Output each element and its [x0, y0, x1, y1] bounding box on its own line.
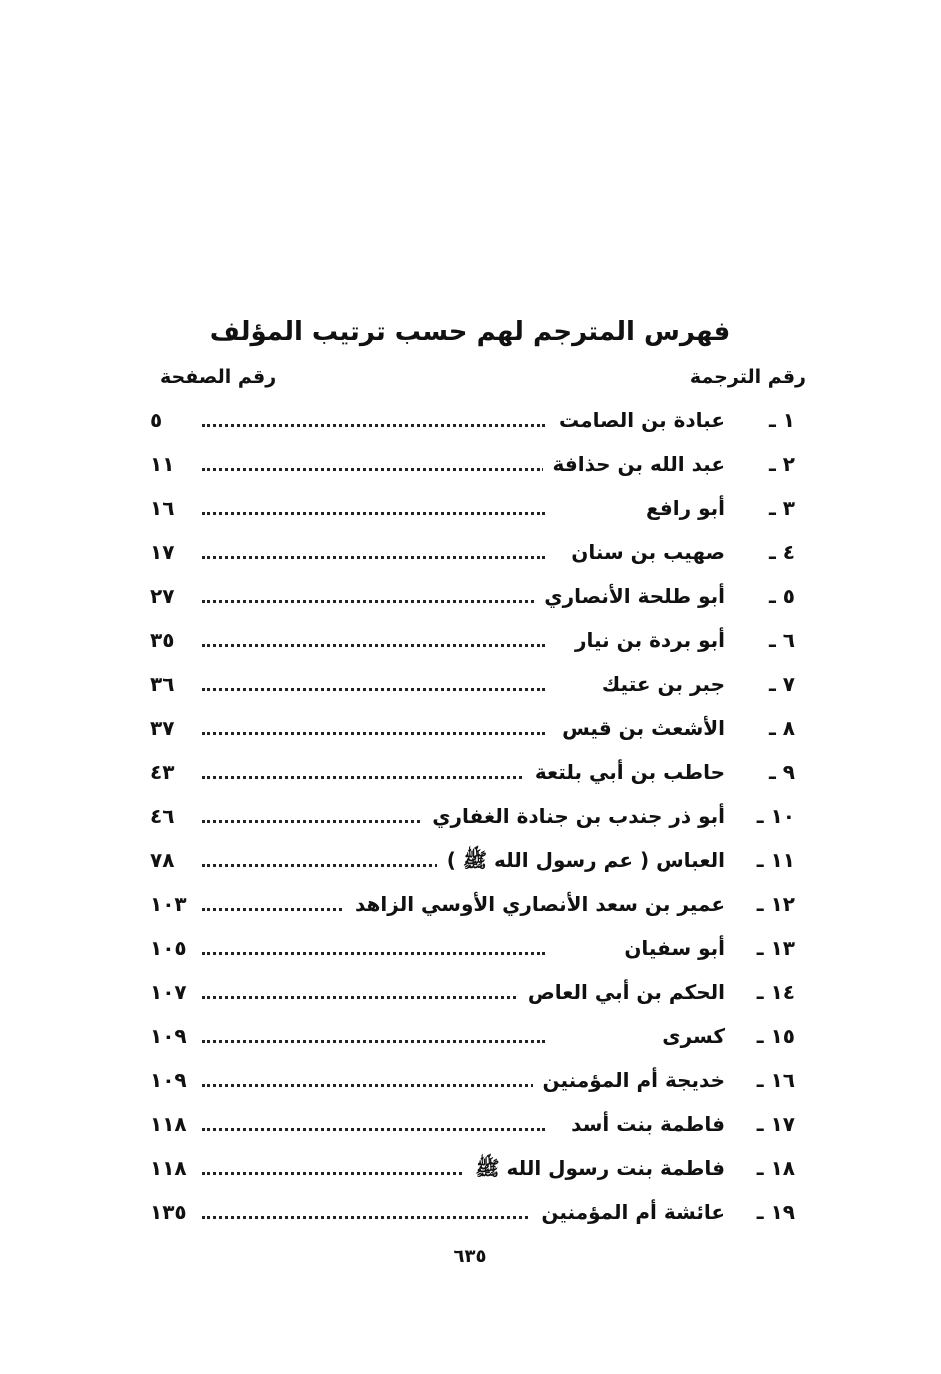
entry-number: ١٣ ـ — [756, 936, 795, 960]
dot-leader — [202, 556, 545, 559]
entry-number: ١٨ ـ — [756, 1156, 795, 1180]
entry-number: ٥ ـ — [768, 584, 795, 608]
entry-page: ١١ — [150, 452, 175, 476]
index-entry — [150, 970, 795, 1014]
index-entry — [150, 1146, 795, 1190]
entry-name: الحكم بن أبي العاص — [518, 970, 725, 1014]
entry-number: ١٢ ـ — [756, 892, 795, 916]
translation-number-header: رقم الترجمة — [689, 366, 806, 388]
dot-leader — [202, 688, 545, 691]
index-entry — [150, 1058, 795, 1102]
entry-number: ١٥ ـ — [756, 1024, 795, 1048]
dot-leader — [202, 644, 545, 647]
index-entry — [150, 706, 795, 750]
index-entry — [150, 442, 795, 486]
dot-leader — [202, 996, 545, 999]
entry-page: ٣٥ — [150, 628, 175, 652]
entry-page: ٣٧ — [150, 716, 175, 740]
dot-leader — [202, 468, 545, 471]
entry-name: العباس ( عم رسول الله ﷺ ) — [437, 838, 725, 882]
entry-name: جبر بن عتيك — [592, 662, 725, 706]
entry-name: صهيب بن سنان — [561, 530, 725, 574]
entry-page: ١٠٩ — [150, 1024, 187, 1048]
entry-name: أبو بردة بن نيار — [565, 618, 725, 662]
footer-page-number: ٦٣٥ — [453, 1246, 487, 1267]
entry-page: ١٠٩ — [150, 1068, 187, 1092]
entry-number: ٣ ـ — [768, 496, 795, 520]
entry-name: حاطب بن أبي بلتعة — [525, 750, 725, 794]
index-entry — [150, 750, 795, 794]
page-title: فهرس المترجم لهم حسب ترتيب المؤلف — [209, 317, 731, 347]
entry-name: عبد الله بن حذافة — [543, 442, 725, 486]
entry-page: ٢٧ — [150, 584, 175, 608]
entry-page: ٤٦ — [150, 804, 175, 828]
entry-page: ٥ — [150, 408, 163, 432]
entry-number: ٦ ـ — [768, 628, 795, 652]
index-entry — [150, 618, 795, 662]
dot-leader — [202, 1216, 545, 1219]
index-entry — [150, 398, 795, 442]
dot-leader — [202, 776, 545, 779]
index-entry — [150, 574, 795, 618]
index-list — [150, 398, 795, 1234]
index-entry — [150, 882, 795, 926]
dot-leader — [202, 1084, 545, 1087]
entry-number: ٤ ـ — [768, 540, 795, 564]
dot-leader — [202, 512, 545, 515]
entry-number: ٩ ـ — [768, 760, 795, 784]
entry-name: كسرى — [652, 1014, 725, 1058]
entry-name: الأشعث بن قيس — [552, 706, 725, 750]
entry-page: ١١٨ — [150, 1156, 187, 1180]
entry-number: ٢ ـ — [768, 452, 795, 476]
entry-number: ١ ـ — [768, 408, 795, 432]
index-entry — [150, 794, 795, 838]
page-number-header: رقم الصفحة — [160, 366, 277, 388]
entry-name: خديجة أم المؤمنين — [533, 1058, 725, 1102]
dot-leader — [202, 424, 545, 427]
index-entry — [150, 662, 795, 706]
entry-page: ١٦ — [150, 496, 175, 520]
index-entry — [150, 486, 795, 530]
dot-leader — [202, 952, 545, 955]
entry-number: ١٤ ـ — [756, 980, 795, 1004]
entry-name: عبادة بن الصامت — [549, 398, 725, 442]
entry-page: ١٠٧ — [150, 980, 187, 1004]
entry-page: ١٧ — [150, 540, 175, 564]
index-entry — [150, 926, 795, 970]
entry-page: ١١٨ — [150, 1112, 187, 1136]
entry-page: ١٣٥ — [150, 1200, 187, 1224]
entry-name: أبو رافع — [636, 486, 725, 530]
entry-name: أبو ذر جندب بن جنادة الغفاري — [422, 794, 725, 838]
entry-name: فاطمة بنت رسول الله ﷺ — [465, 1146, 725, 1190]
entry-page: ٣٦ — [150, 672, 175, 696]
index-entry — [150, 838, 795, 882]
entry-name: عائشة أم المؤمنين — [531, 1190, 725, 1234]
entry-number: ٨ ـ — [768, 716, 795, 740]
dot-leader — [202, 1040, 545, 1043]
dot-leader — [202, 600, 545, 603]
index-entry — [150, 1190, 795, 1234]
index-entry — [150, 1102, 795, 1146]
entry-number: ١٦ ـ — [756, 1068, 795, 1092]
dot-leader — [202, 1128, 545, 1131]
entry-page: ٤٣ — [150, 760, 175, 784]
entry-page: ٧٨ — [150, 848, 175, 872]
entry-page: ١٠٣ — [150, 892, 187, 916]
entry-name: عمير بن سعد الأنصاري الأوسي الزاهد — [345, 882, 725, 926]
index-entry — [150, 1014, 795, 1058]
entry-number: ١٠ ـ — [756, 804, 795, 828]
entry-name: فاطمة بنت أسد — [561, 1102, 725, 1146]
entry-page: ١٠٥ — [150, 936, 187, 960]
entry-number: ١٩ ـ — [756, 1200, 795, 1224]
entry-number: ١٧ ـ — [756, 1112, 795, 1136]
entry-number: ١١ ـ — [756, 848, 795, 872]
entry-name: أبو سفيان — [614, 926, 725, 970]
entry-name: أبو طلحة الأنصاري — [534, 574, 725, 618]
dot-leader — [202, 732, 545, 735]
entry-number: ٧ ـ — [768, 672, 795, 696]
index-entry — [150, 530, 795, 574]
